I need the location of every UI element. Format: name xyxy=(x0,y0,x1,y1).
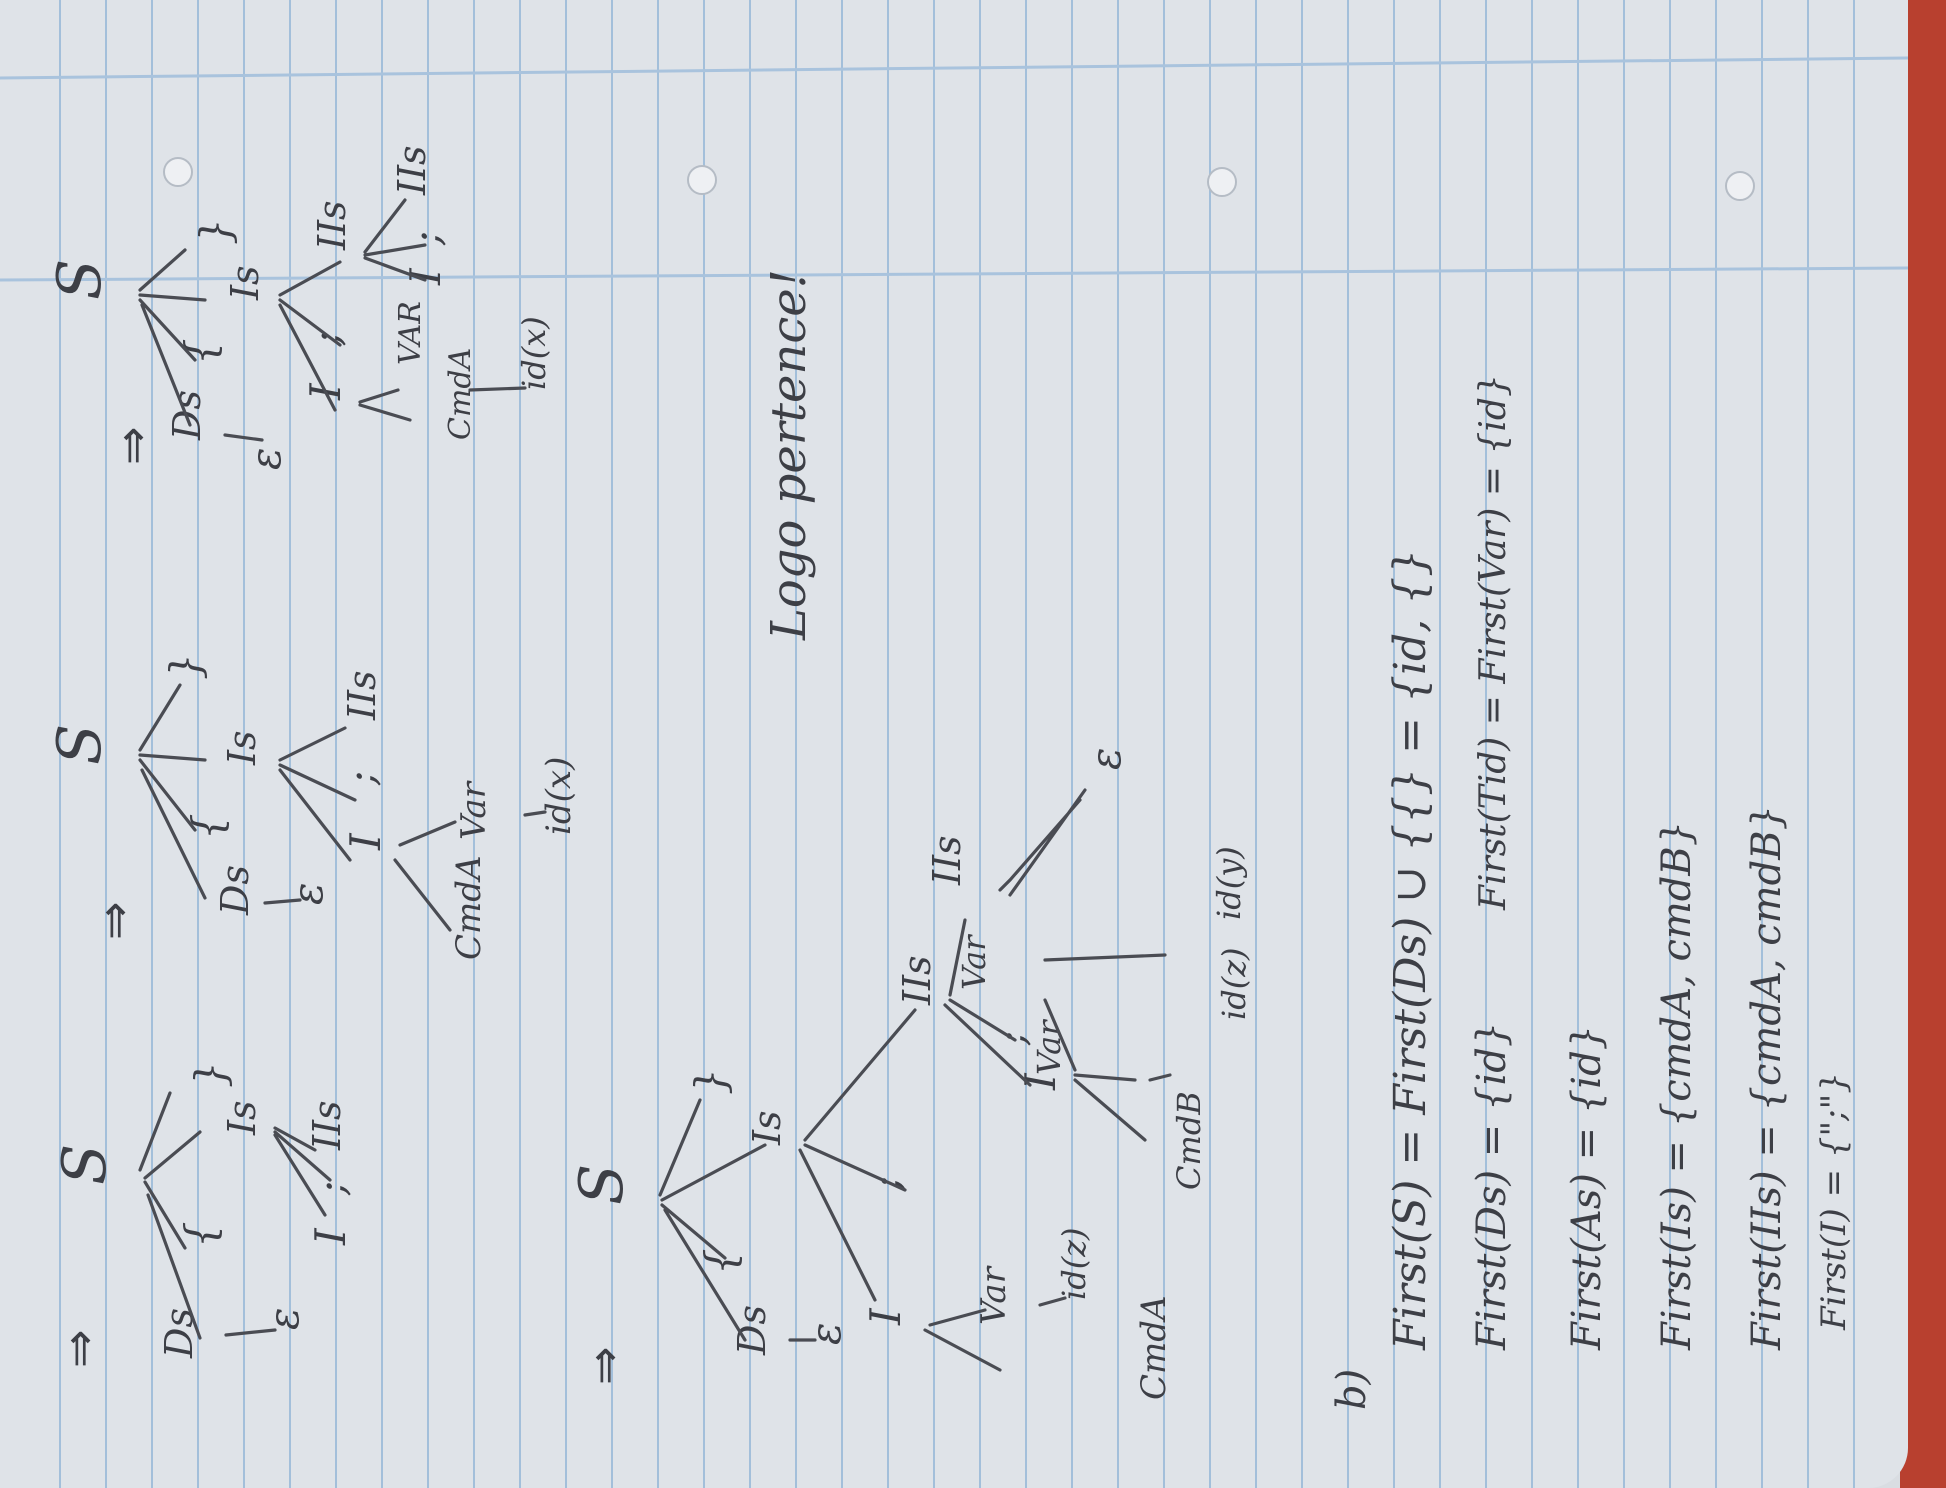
brace-open: { xyxy=(696,1248,745,1275)
node-epsilon: ε xyxy=(801,1322,850,1345)
brace-open: { xyxy=(176,1221,225,1248)
brace-open: { xyxy=(183,813,232,840)
node-Ds: Ds xyxy=(213,865,257,915)
node-var: VAR xyxy=(393,301,428,365)
node-I: I xyxy=(301,383,350,400)
node-var: Var xyxy=(454,782,494,840)
first-line-1: First(S) = First(Ds) ∪ {{} = {id, {} xyxy=(1385,548,1436,1350)
node-S: S xyxy=(567,1163,637,1205)
derive-arrow: ⇒ xyxy=(52,1329,106,1368)
semicolon: ; xyxy=(861,1175,910,1190)
first-line-5: First(Is) = {cmdA, cmdB} xyxy=(1654,820,1700,1350)
node-cmdA: CmdA xyxy=(1134,1295,1174,1400)
node-cmdA: CmdA xyxy=(449,855,489,960)
first-line-4: First(As) = {id} xyxy=(1564,1024,1610,1350)
node-Is: Is xyxy=(220,1100,264,1135)
derivation-3 xyxy=(45,145,553,470)
node-Is: Is xyxy=(745,1110,789,1145)
node-IIs2: IIs xyxy=(925,835,969,885)
node-S: S xyxy=(45,723,115,765)
brace-close: } xyxy=(686,1068,735,1095)
node-cmdB: CmdB xyxy=(1170,1091,1208,1190)
first-line-6: First(IIs) = {cmdA, cmdB} xyxy=(1744,804,1790,1350)
node-Ds: Ds xyxy=(157,1308,201,1358)
semicolon: ; xyxy=(301,330,350,345)
brace-close: } xyxy=(161,653,210,680)
node-id: id(x) xyxy=(539,756,579,835)
first-line-3: First(Tid) = First(Var) = {id} xyxy=(1473,374,1514,910)
derive-arrow: ⇒ xyxy=(87,901,141,940)
node-IIs: IIs xyxy=(895,955,939,1005)
node-I2: I xyxy=(1016,1073,1065,1090)
node-var: Var xyxy=(974,1267,1014,1325)
node-epsilon: ε xyxy=(283,882,332,905)
node-epsilon: ε xyxy=(259,1307,308,1330)
node-cmdA: CmdA xyxy=(443,347,478,440)
derive-arrow: ⇒ xyxy=(577,1346,631,1385)
brace-open: { xyxy=(176,338,225,365)
node-Ds: Ds xyxy=(730,1305,774,1355)
brace-close: } xyxy=(186,1061,235,1088)
note-text: Logo pertence! xyxy=(761,269,817,640)
node-id: id(z) xyxy=(1055,1227,1093,1300)
node-IIs: IIs xyxy=(310,200,354,250)
brace-close: } xyxy=(191,218,240,245)
semicolon-2: ; xyxy=(401,230,450,245)
first-line-2: First(Ds) = {id} xyxy=(1469,1021,1515,1350)
tree-edges xyxy=(660,790,1170,1370)
semicolon: ; xyxy=(336,770,385,785)
node-I: I xyxy=(341,833,390,850)
node-epsilon2: ε xyxy=(1081,747,1130,770)
semicolon-2: ; xyxy=(986,1030,1035,1045)
semicolon: ; xyxy=(306,1180,355,1195)
node-Is: Is xyxy=(220,730,264,765)
note-block xyxy=(761,269,817,641)
node-IIs: IIs xyxy=(340,670,384,720)
derivation-4 xyxy=(567,747,1253,1400)
first-line-7: First(I) = {";"} xyxy=(1814,1072,1854,1330)
node-epsilon: ε xyxy=(241,447,290,470)
node-I: I xyxy=(861,1308,910,1325)
node-id-3: id(y) xyxy=(1210,846,1248,920)
node-Is: Is xyxy=(223,265,267,300)
node-IIs: IIs xyxy=(305,1100,349,1150)
node-S: S xyxy=(50,1143,120,1185)
node-id-2: id(z) xyxy=(1215,947,1253,1020)
node-id: id(x) xyxy=(515,316,553,390)
node-S: S xyxy=(45,258,115,300)
node-I: I xyxy=(306,1228,355,1245)
derivation-2 xyxy=(45,653,579,960)
derive-arrow: ⇒ xyxy=(105,426,159,465)
node-var-2: Var xyxy=(1030,1020,1068,1075)
node-Ds: Ds xyxy=(165,390,209,440)
node-var-3: Var xyxy=(955,935,993,990)
node-IIs2: IIs xyxy=(390,145,434,195)
margin-lines xyxy=(0,58,1908,280)
part-b-label: b) xyxy=(1329,1368,1375,1410)
node-I2: I xyxy=(401,268,450,285)
first-sets xyxy=(1329,374,1854,1410)
derivation-1 xyxy=(50,1061,355,1368)
